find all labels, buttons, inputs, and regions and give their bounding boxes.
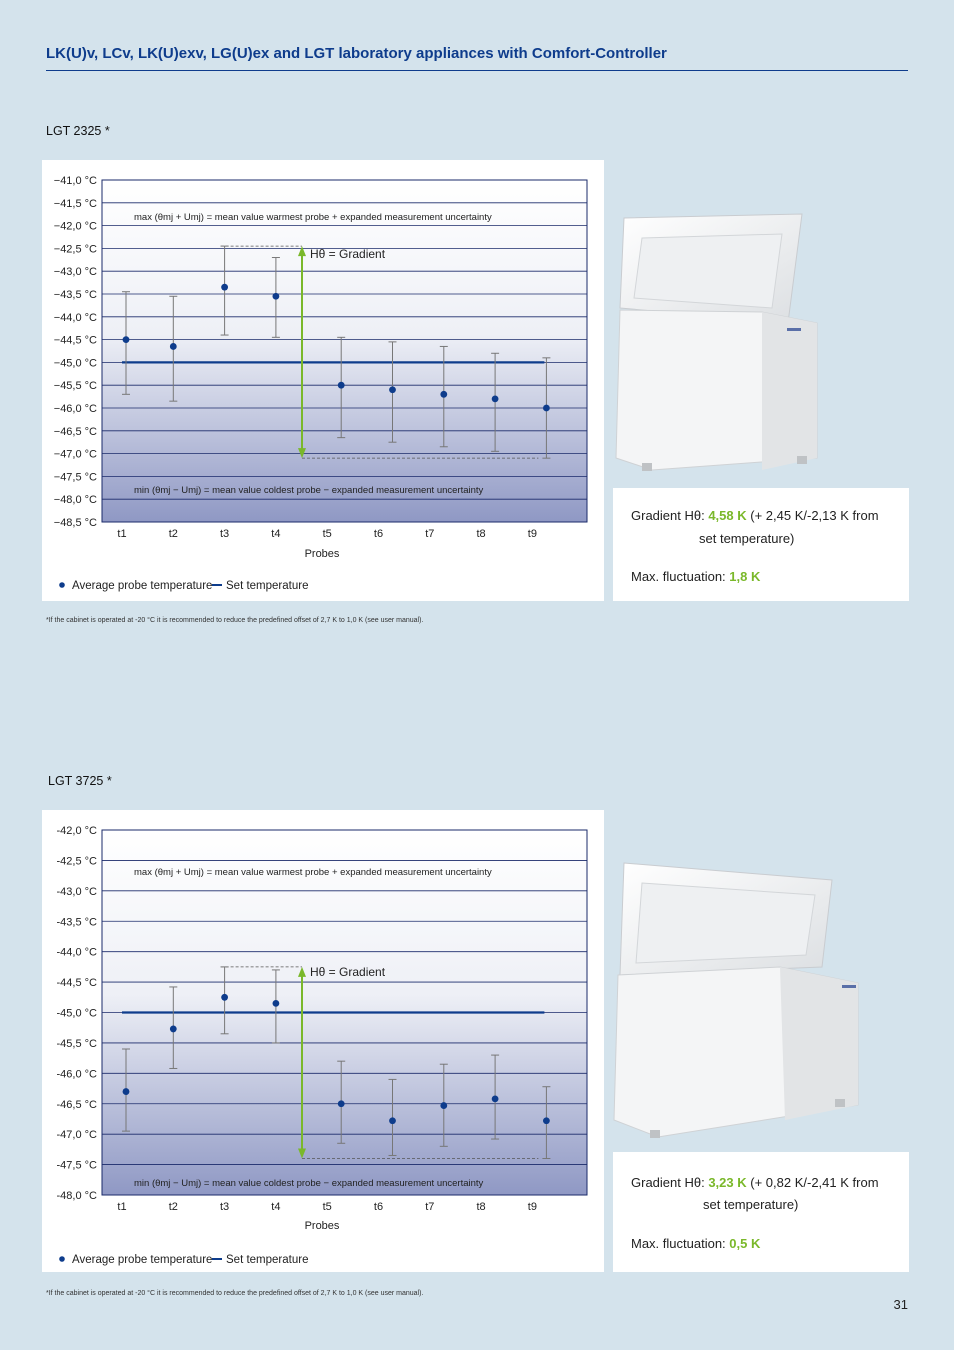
gradient-value: 4,58 K	[708, 508, 747, 523]
legend-point-marker	[59, 582, 65, 588]
gradient-label: Gradient Hθ:	[631, 508, 705, 523]
gradient-detail-line-2: set temperature)	[703, 1197, 799, 1212]
x-tick-label: t5	[322, 1201, 332, 1213]
legend-set: Set temperature	[226, 1254, 309, 1266]
page-number: 31	[893, 1297, 908, 1312]
y-tick-label: -45,5 °C	[56, 1037, 97, 1050]
x-tick-label: t3	[220, 1201, 230, 1213]
legend-point-marker	[59, 1256, 65, 1262]
x-tick-label: t4	[271, 1201, 281, 1213]
y-tick-label: −48,0 °C	[53, 494, 97, 507]
x-tick-label: t2	[168, 528, 178, 540]
chart-panel-2	[42, 810, 604, 1272]
x-tick-label: t9	[527, 1201, 537, 1213]
heading-rule	[46, 70, 908, 71]
y-tick-label: −41,5 °C	[53, 197, 97, 210]
data-point	[543, 1117, 550, 1124]
y-tick-label: −42,5 °C	[53, 243, 97, 256]
y-tick-label: -46,0 °C	[56, 1068, 97, 1081]
data-point	[221, 284, 228, 291]
y-tick-label: -42,5 °C	[56, 855, 97, 868]
y-tick-label: −45,0 °C	[53, 357, 97, 370]
y-tick-label: −41,0 °C	[53, 175, 97, 187]
x-tick-label: t5	[322, 528, 332, 540]
gradient-label: Gradient Hθ:	[631, 1175, 705, 1190]
min-annotation: min (θmj − Umj) = mean value coldest probe − expanded measurement uncertainty	[134, 485, 484, 496]
data-point	[389, 386, 396, 393]
x-tick-label: t7	[425, 528, 435, 540]
model-title-2: LGT 3725 *	[48, 774, 112, 788]
gradient-label: Hθ = Gradient	[310, 247, 386, 261]
gradient-detail: (+ 0,82 K/-2,41 K from	[750, 1175, 879, 1190]
data-point	[123, 1088, 130, 1095]
chart-1	[42, 160, 604, 601]
max-annotation: max (θmj + Umj) = mean value warmest probe + expanded measurement uncertainty	[134, 867, 492, 878]
model-title-1: LGT 2325 *	[46, 124, 110, 138]
fluct-label: Max. fluctuation:	[631, 569, 726, 584]
gradient-detail-line-1: set temperature)	[699, 531, 795, 546]
y-tick-label: -46,5 °C	[56, 1098, 97, 1111]
page-heading: LK(U)v, LCv, LK(U)exv, LG(U)ex and LGT laboratory appliances with Comfort-Controller	[46, 45, 667, 62]
x-tick-label: t9	[527, 528, 537, 540]
max-annotation: max (θmj + Umj) = mean value warmest probe + expanded measurement uncertainty	[134, 212, 492, 223]
x-tick-label: t6	[373, 1201, 384, 1213]
data-point	[273, 1000, 280, 1007]
data-point	[389, 1117, 396, 1124]
y-tick-label: -47,5 °C	[56, 1159, 97, 1172]
x-axis-label: Probes	[304, 1220, 340, 1232]
fluctuation-line-1	[631, 565, 760, 588]
data-point	[221, 994, 228, 1001]
y-tick-label: −45,5 °C	[53, 380, 97, 393]
chart-panel-1	[42, 160, 604, 601]
plot-area	[102, 180, 587, 522]
data-point	[170, 1026, 177, 1033]
gradient-line-1	[631, 504, 879, 527]
x-tick-label: t8	[476, 528, 486, 540]
info-box-1	[613, 488, 909, 601]
fluct-label: Max. fluctuation:	[631, 1236, 726, 1251]
x-tick-label: t8	[476, 1201, 486, 1213]
y-tick-label: −43,0 °C	[53, 266, 97, 279]
y-tick-label: -48,0 °C	[56, 1190, 97, 1202]
y-tick-label: −46,5 °C	[53, 425, 97, 438]
gradient-label: Hθ = Gradient	[310, 965, 386, 979]
data-point	[492, 1095, 499, 1102]
gradient-value: 3,23 K	[708, 1175, 747, 1190]
chart-2	[42, 810, 604, 1272]
y-tick-label: −47,5 °C	[53, 471, 97, 484]
y-tick-label: -44,0 °C	[56, 946, 97, 959]
x-tick-label: t4	[271, 528, 281, 540]
data-point	[123, 336, 130, 343]
data-point	[543, 405, 550, 412]
y-tick-label: -43,0 °C	[56, 885, 97, 898]
x-tick-label: t2	[168, 1201, 178, 1213]
y-tick-label: −46,0 °C	[53, 403, 97, 415]
y-tick-label: -43,5 °C	[56, 916, 97, 929]
x-axis-label: Probes	[304, 548, 340, 560]
legend-set: Set temperature	[226, 580, 309, 592]
footnote-1: *If the cabinet is operated at -20 °C it is recommended to reduce the predefined offset of 2,7 K to 1,0 K (see user manual).	[46, 617, 424, 624]
y-tick-label: −44,0 °C	[53, 311, 97, 324]
y-tick-label: −48,5 °C	[53, 517, 97, 529]
legend-average: Average probe temperature	[72, 1254, 213, 1266]
fluct-value: 0,5 K	[729, 1236, 761, 1251]
y-tick-label: −47,0 °C	[53, 448, 97, 461]
fluct-value: 1,8 K	[729, 569, 761, 584]
y-tick-label: -45,0 °C	[56, 1007, 97, 1020]
x-tick-label: t1	[117, 1201, 127, 1213]
y-tick-label: −42,0 °C	[53, 220, 97, 233]
x-tick-label: t6	[373, 528, 384, 540]
y-tick-label: −43,5 °C	[53, 289, 97, 301]
gradient-detail: (+ 2,45 K/-2,13 K from	[750, 508, 879, 523]
chest-freezer-icon	[612, 208, 834, 478]
min-annotation: min (θmj − Umj) = mean value coldest probe − expanded measurement uncertainty	[134, 1178, 484, 1189]
data-point	[492, 395, 499, 402]
footnote-2: *If the cabinet is operated at -20 °C it is recommended to reduce the predefined offset of 2,7 K to 1,0 K (see user manual).	[46, 1290, 424, 1297]
y-tick-label: −44,5 °C	[53, 334, 97, 347]
data-point	[338, 1100, 345, 1107]
fluctuation-line-2	[631, 1232, 760, 1255]
y-tick-label: -47,0 °C	[56, 1129, 97, 1142]
y-tick-label: -42,0 °C	[56, 825, 97, 837]
chest-freezer-icon	[610, 855, 865, 1140]
data-point	[338, 382, 345, 389]
x-tick-label: t7	[425, 1201, 435, 1213]
y-tick-label: -44,5 °C	[56, 977, 97, 990]
data-point	[170, 343, 177, 350]
x-tick-label: t1	[117, 528, 127, 540]
x-tick-label: t3	[220, 528, 230, 540]
gradient-line-2	[631, 1171, 879, 1194]
data-point	[273, 293, 280, 300]
data-point	[440, 391, 447, 398]
data-point	[440, 1102, 447, 1109]
legend-average: Average probe temperature	[72, 580, 213, 592]
info-box-2	[613, 1152, 909, 1272]
